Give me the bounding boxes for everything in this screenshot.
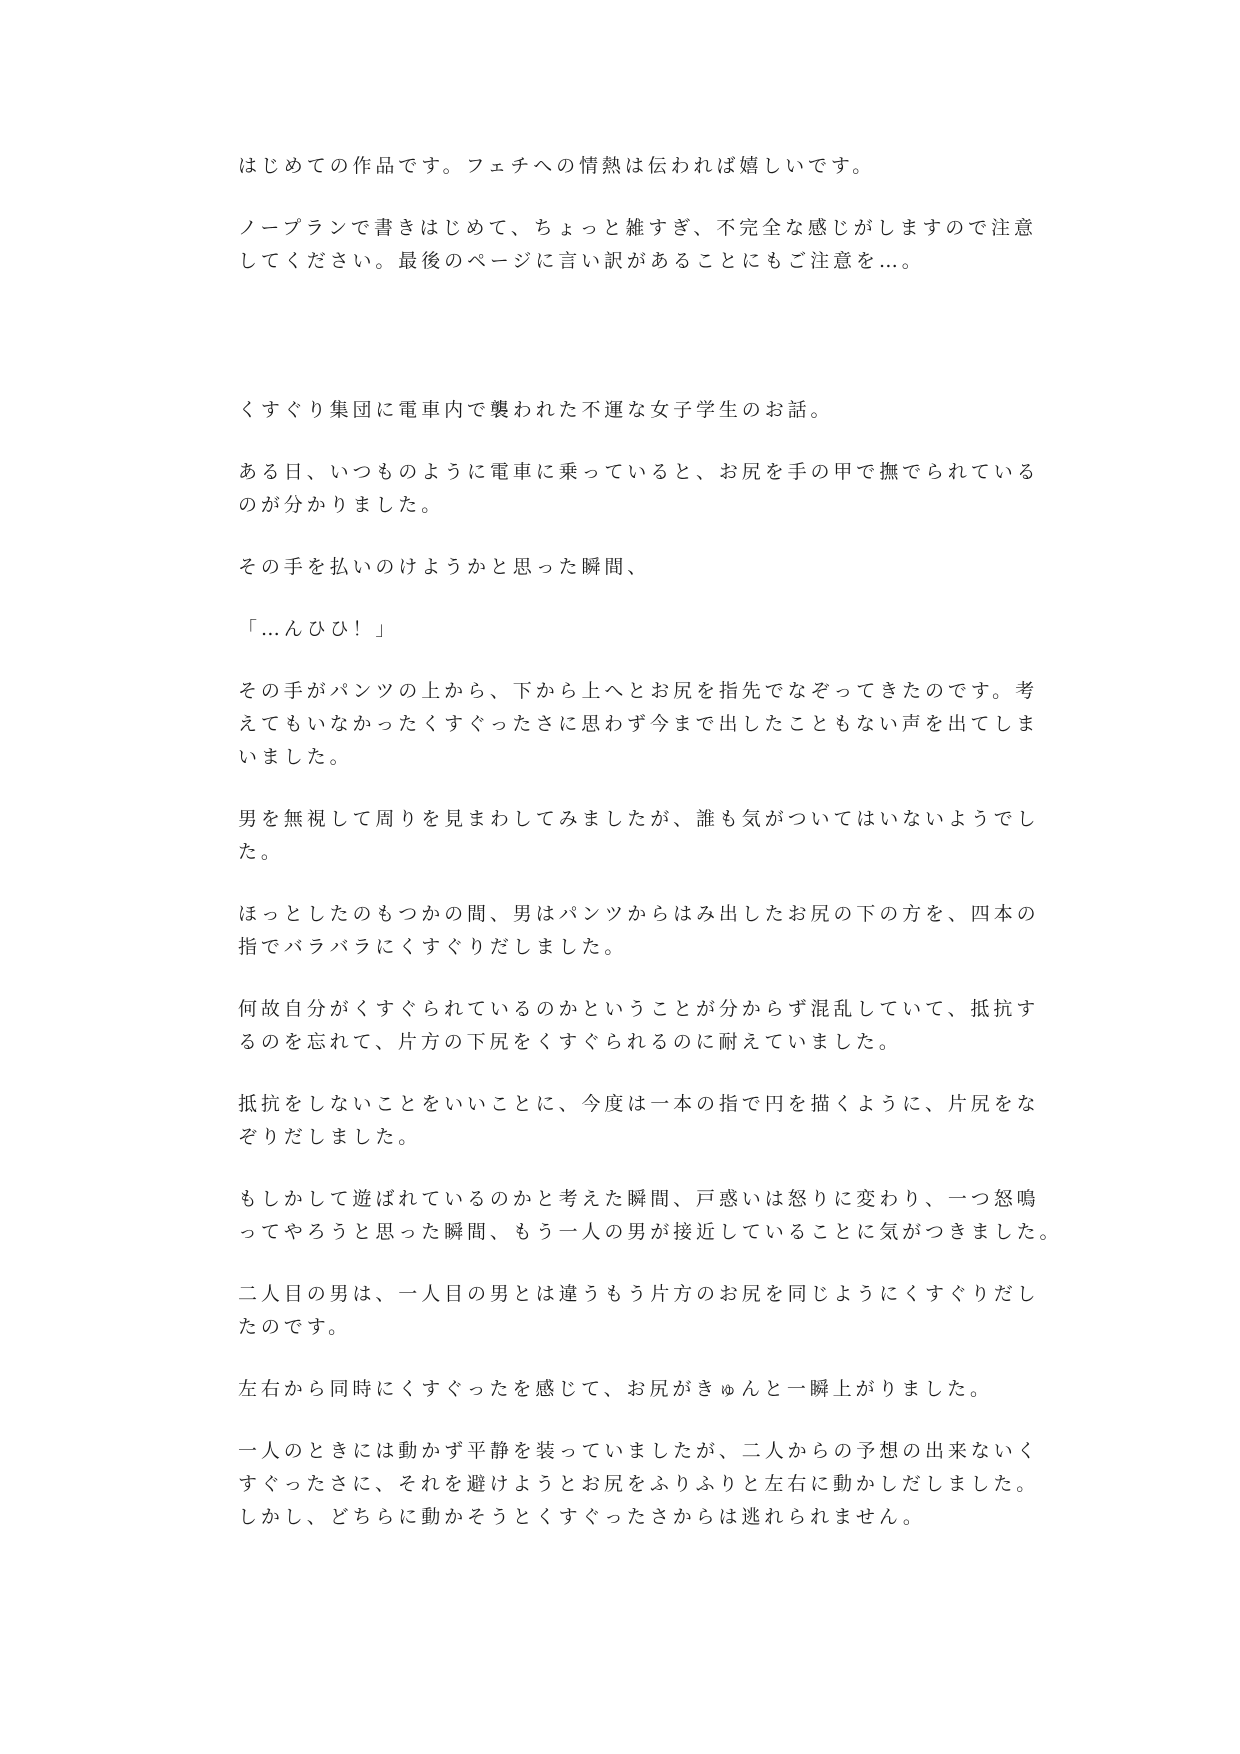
text-line: 「…んひひ！」 bbox=[238, 618, 399, 640]
story-section bbox=[238, 394, 1063, 1534]
intro-section bbox=[238, 150, 1037, 278]
document-body bbox=[238, 150, 1063, 1563]
text-line: してください。最後のページに言い訳があることにもご注意を…。 bbox=[238, 250, 925, 272]
text-line: くすぐり集団に電車内で襲われた不運な女子学生のお話。 bbox=[238, 399, 834, 421]
text-line: もしかして遊ばれているのかと考えた瞬間、戸惑いは怒りに変わり、一つ怒鳴 bbox=[238, 1188, 1040, 1210]
text-line: 二人目の男は、一人目の男とは違うもう片方のお尻を同じようにくすぐりだし bbox=[238, 1283, 1040, 1305]
paragraph bbox=[238, 993, 1040, 1059]
text-line: るのを忘れて、片方の下尻をくすぐられるのに耐えていました。 bbox=[238, 1031, 902, 1053]
paragraph bbox=[238, 1183, 1063, 1249]
paragraph bbox=[238, 1088, 1040, 1154]
text-line: た。 bbox=[238, 841, 284, 863]
text-line: 何故自分がくすぐられているのかということが分からず混乱していて、抵抗す bbox=[238, 998, 1040, 1020]
text-line: すぐったさに、それを避けようとお尻をふりふりと左右に動かしだしました。 bbox=[238, 1473, 1040, 1495]
text-line: いました。 bbox=[238, 746, 353, 768]
paragraph bbox=[238, 1278, 1040, 1344]
text-line: ノープランで書きはじめて、ちょっと雑すぎ、不完全な感じがしますので注意 bbox=[238, 217, 1037, 239]
text-line: ある日、いつものように電車に乗っていると、お尻を手の甲で撫でられている bbox=[238, 461, 1040, 483]
text-line: ぞりだしました。 bbox=[238, 1126, 422, 1148]
text-line: ほっとしたのもつかの間、男はパンツからはみ出したお尻の下の方を、四本の bbox=[238, 903, 1040, 925]
text-line: 指でバラバラにくすぐりだしました。 bbox=[238, 936, 628, 958]
text-line: はじめての作品です。フェチへの情熱は伝われば嬉しいです。 bbox=[238, 155, 876, 177]
text-line: ってやろうと思った瞬間、もう一人の男が接近していることに気がつきました。 bbox=[238, 1221, 1063, 1243]
paragraph bbox=[238, 803, 1040, 869]
text-line: その手がパンツの上から、下から上へとお尻を指先でなぞってきたのです。考 bbox=[238, 680, 1038, 702]
text-line: 一人のときには動かず平静を装っていましたが、二人からの予想の出来ないく bbox=[238, 1440, 1040, 1462]
paragraph bbox=[238, 1373, 1018, 1406]
text-line: 男を無視して周りを見まわしてみましたが、誰も気がついてはいないようでし bbox=[238, 808, 1040, 830]
paragraph bbox=[238, 150, 1018, 183]
paragraph bbox=[238, 1435, 1040, 1534]
text-line: のが分かりました。 bbox=[238, 494, 445, 516]
paragraph bbox=[238, 551, 1018, 584]
paragraph bbox=[238, 898, 1040, 964]
dialogue-paragraph bbox=[238, 613, 1018, 646]
text-line: しかし、どちらに動かそうとくすぐったさからは逃れられません。 bbox=[238, 1506, 926, 1528]
text-line: その手を払いのけようかと思った瞬間、 bbox=[238, 556, 651, 578]
paragraph bbox=[238, 456, 1040, 522]
paragraph bbox=[238, 212, 1037, 278]
section-gap bbox=[238, 307, 1018, 394]
paragraph bbox=[238, 394, 1018, 427]
text-line: えてもいなかったくすぐったさに思わず今まで出したこともない声を出てしま bbox=[238, 713, 1040, 735]
text-line: 左右から同時にくすぐったを感じて、お尻がきゅんと一瞬上がりました。 bbox=[238, 1378, 993, 1400]
paragraph bbox=[238, 675, 1040, 774]
text-line: 抵抗をしないことをいいことに、今度は一本の指で円を描くように、片尻をな bbox=[238, 1093, 1040, 1115]
text-line: たのです。 bbox=[238, 1316, 351, 1338]
